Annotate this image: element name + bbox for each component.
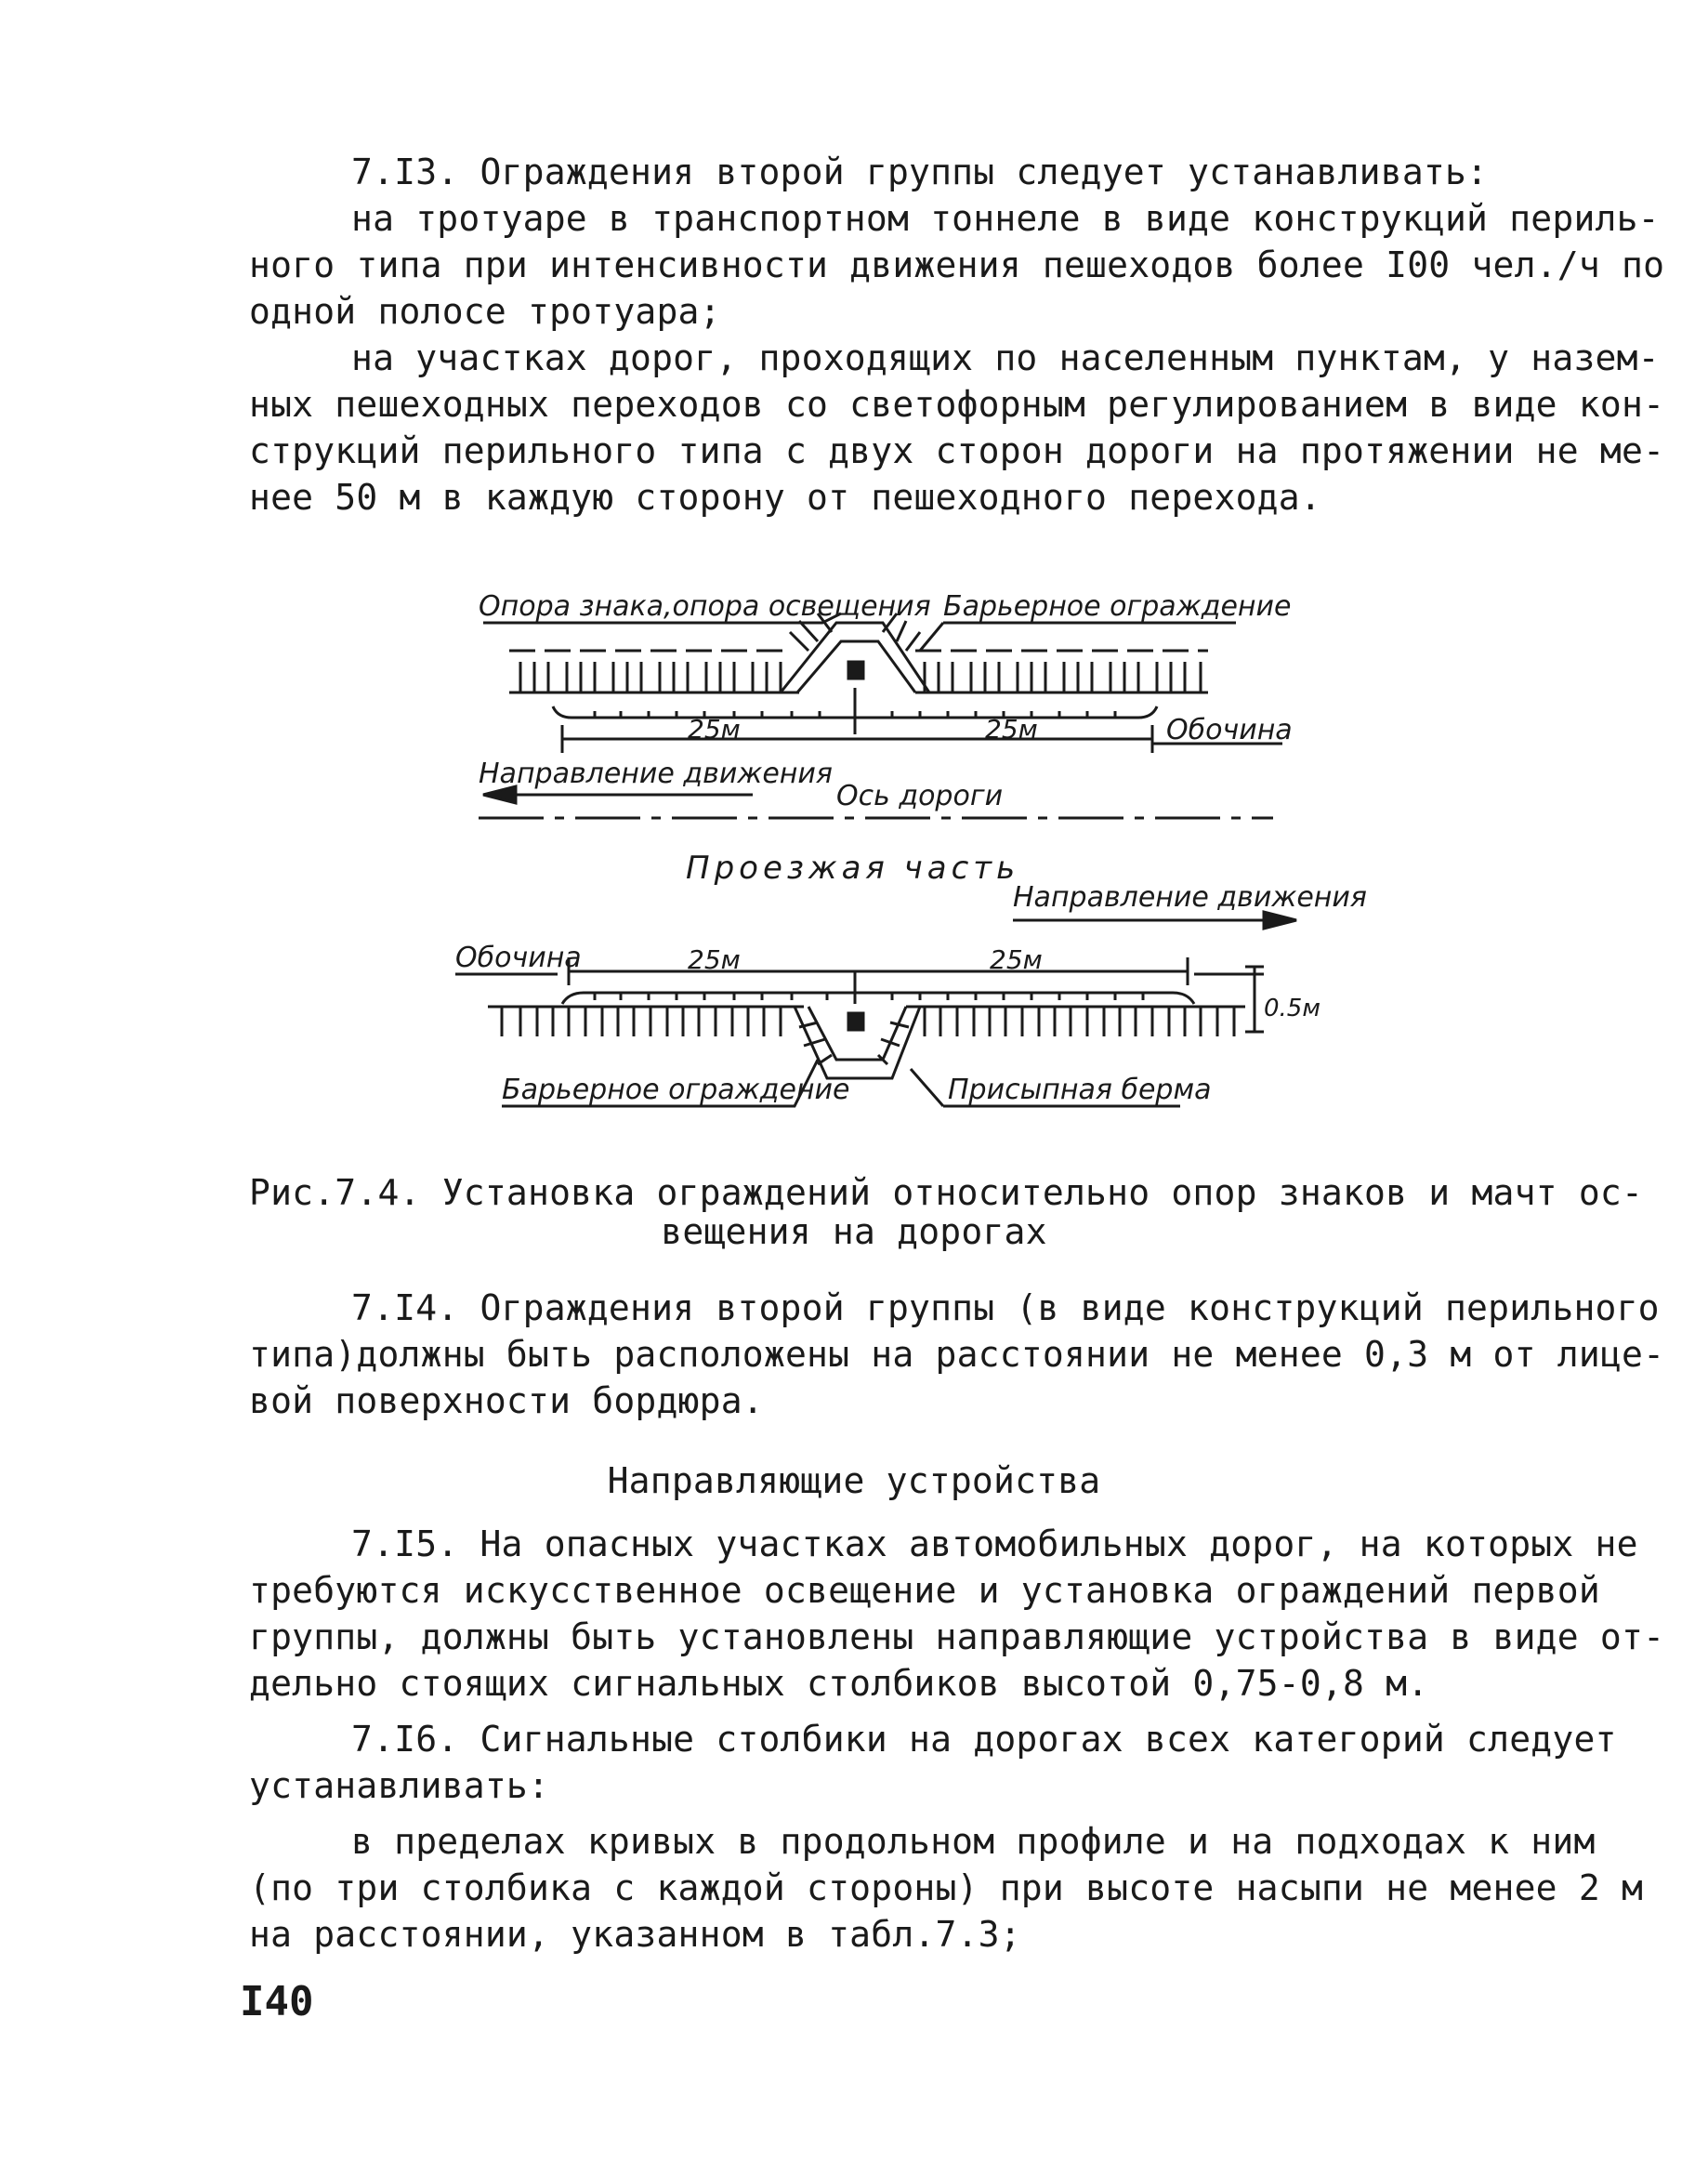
text-line: ных пешеходных переходов со светофорным регулированием в виде кон- xyxy=(249,384,1665,425)
label-barrier-top: Барьерное ограждение xyxy=(943,590,1292,623)
text-line: одной полосе тротуара; xyxy=(249,291,721,332)
label-shoulder-bottom: Обочина xyxy=(455,942,582,974)
label-direction-bottom: Направление движения xyxy=(1013,881,1367,914)
text-line: на участках дорог, проходящих по населенным пунктам, у назем- xyxy=(351,337,1660,378)
dim-height: 0.5м xyxy=(1264,995,1320,1022)
railing-posts-top-left xyxy=(509,662,799,692)
dim-right-bottom: 25м xyxy=(990,944,1043,975)
text-line: на тротуаре в транспортном тоннеле в виде конструкций периль- xyxy=(351,198,1660,239)
section-heading: Направляющие устройства xyxy=(607,1460,1101,1501)
text-line: 7.I6. Сигнальные столбики на дорогах всех категорий следует xyxy=(351,1719,1617,1760)
text-line: устанавливать: xyxy=(249,1765,550,1806)
label-barrier-bottom: Барьерное ограждение xyxy=(502,1074,850,1106)
label-support: Опора знака,опора освещения xyxy=(479,590,931,623)
dim-right-top: 25м xyxy=(985,714,1038,745)
text-line: дельно стоящих сигнальных столбиков высотой 0,75-0,8 м. xyxy=(249,1663,1429,1704)
text-line: нее 50 м в каждую сторону от пешеходного перехода. xyxy=(249,477,1321,518)
figure-caption: Рис.7.4. Установка ограждений относительно опор знаков и мачт ос- xyxy=(249,1172,1644,1213)
text-line: группы, должны быть установлены направляющие устройства в виде от- xyxy=(249,1616,1665,1657)
railing-posts-top-right xyxy=(915,662,1208,692)
text-line: 7.I3. Ограждения второй группы следует устанавливать: xyxy=(351,152,1489,192)
text-line: на расстоянии, указанном в табл.7.3; xyxy=(249,1914,1021,1955)
label-road-axis: Ось дороги xyxy=(836,780,1004,812)
dim-left-top: 25м xyxy=(688,714,741,745)
text-line: (по три столбика с каждой стороны) при высоте насыпи не менее 2 м xyxy=(249,1867,1644,1908)
text-line: в пределах кривых в продольном профиле и на подходах к ним xyxy=(351,1821,1596,1862)
text-line: вой поверхности бордюра. xyxy=(249,1380,764,1421)
label-shoulder-top: Обочина xyxy=(1166,714,1293,746)
text-line: ного типа при интенсивности движения пешеходов более I00 чел./ч по xyxy=(249,244,1665,285)
text-line: требуются искусственное освещение и установка ограждений первой xyxy=(249,1570,1600,1611)
figure-caption: вещения на дорогах xyxy=(661,1211,1047,1252)
text-line: струкций перильного типа с двух сторон дороги на протяжении не ме- xyxy=(249,430,1665,471)
text-line: 7.I5. На опасных участках автомобильных дорог, на которых не xyxy=(351,1523,1638,1564)
label-berm: Присыпная берма xyxy=(948,1074,1212,1106)
dim-left-bottom: 25м xyxy=(688,944,741,975)
text-line: типа)должны быть расположены на расстоянии не менее 0,3 м от лице- xyxy=(249,1334,1665,1375)
label-direction-top: Направление движения xyxy=(479,758,833,790)
page-number: I40 xyxy=(240,1978,314,2025)
text-line: 7.I4. Ограждения второй группы (в виде конструкций перильного xyxy=(351,1287,1660,1328)
label-carriageway: Проезжая часть xyxy=(686,850,1020,887)
